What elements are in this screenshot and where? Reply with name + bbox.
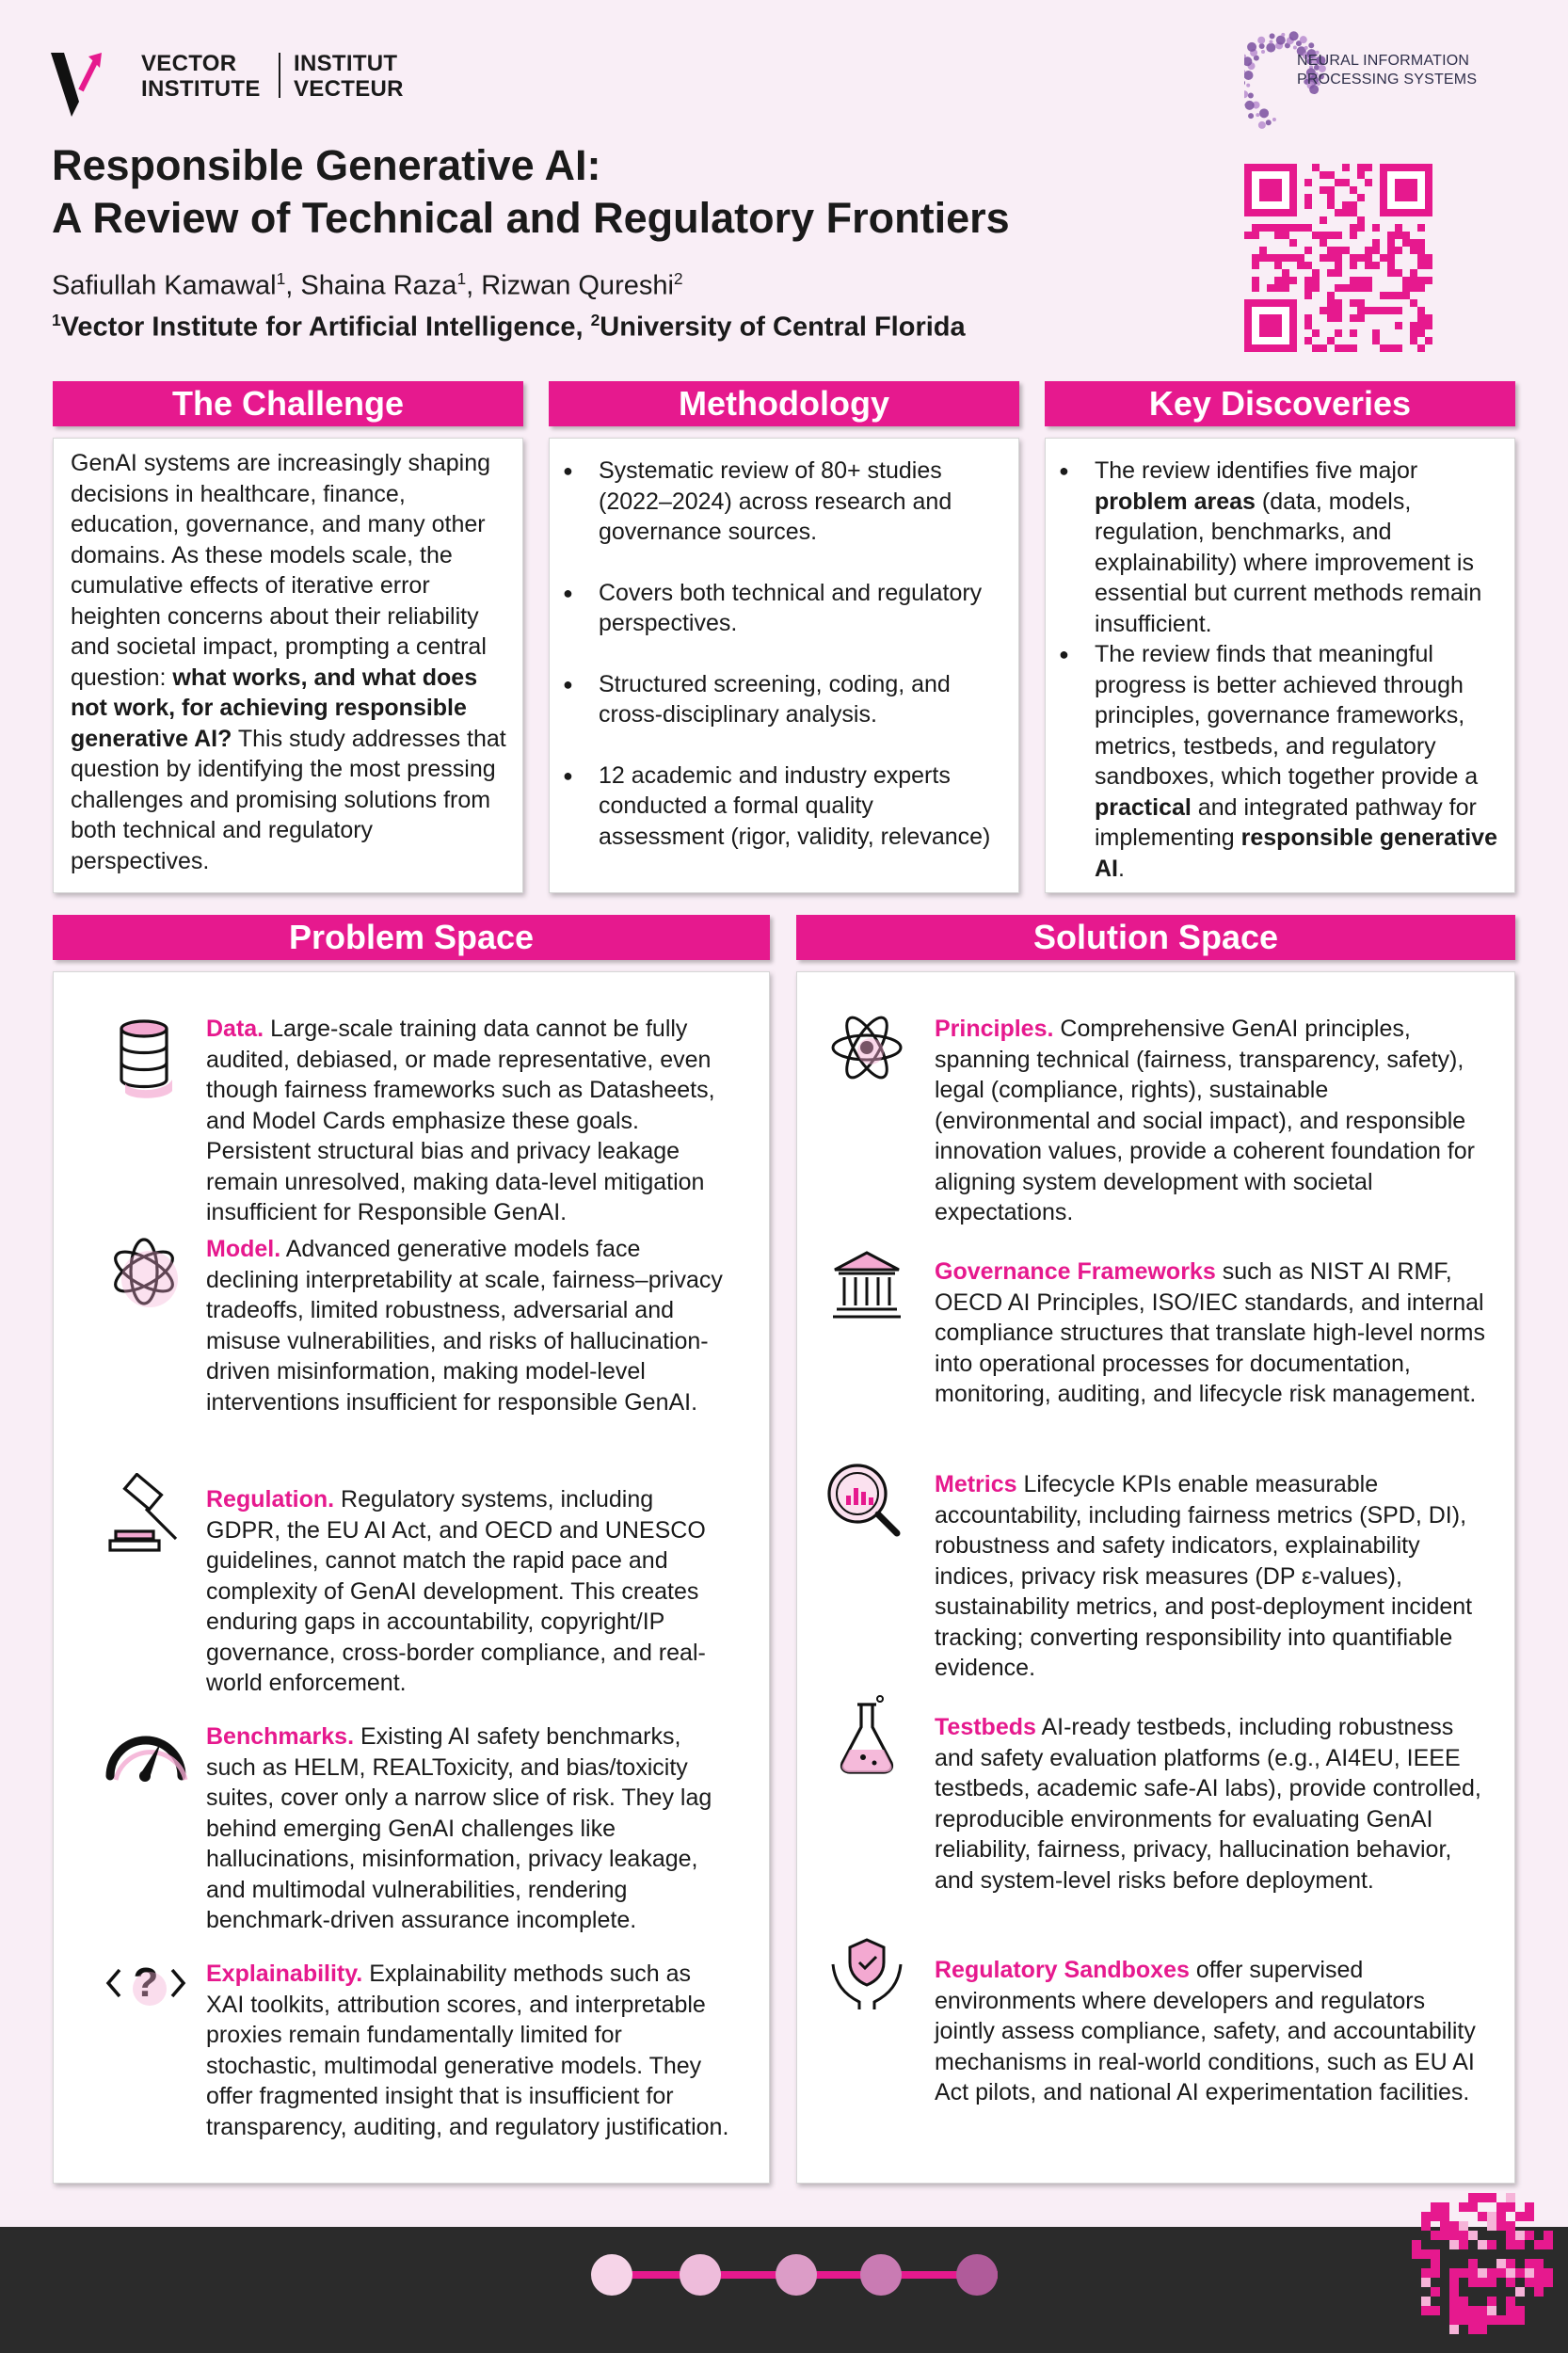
problem-text: Regulation. Regulatory systems, including GDPR, the EU AI Act, and OECD and UNESCO guidelines, cannot match the rapid pace and complexity of GenAI development. This creates enduring gaps in accountability, copyright/IP governance, cross-border compliance, and real-world enforcement. — [206, 1486, 706, 1696]
challenge-card — [53, 438, 523, 893]
solution-text: Governance Frameworks such as NIST AI RMF, OECD AI Principles, ISO/IEC standards, and internal compliance structures that translate high-level norms into operational processes for documentation, monitoring, auditing, and lifecycle risk management. — [935, 1258, 1485, 1407]
shield-hands-icon — [825, 1927, 912, 2013]
discoveries-heading: Key Discoveries — [1045, 381, 1515, 426]
solution-text: Metrics Lifecycle KPIs enable measurable accountability, including fairness metrics (SPD, DI), robustness and safety indicators, explainability indices, privacy risk measures (DP ε-values), sustainability metrics, and post-deployment incident tracking; converting responsibility into quantifiable evidence. — [935, 1471, 1473, 1681]
gavel-icon — [103, 1473, 189, 1560]
problem-text: Model. Advanced generative models face declining interpretability at scale, fairness–privacy tradeoffs, limited robustness, adversarial and misuse vulnerabilities, and risks of hallucination-driven misinformation, making model-level interventions insufficient for responsible GenAI. — [206, 1236, 723, 1416]
problem-space-heading: Problem Space — [53, 915, 770, 960]
methodology-card — [549, 438, 1019, 893]
problem-text: Explainability. Explainability methods such as XAI toolkits, attribution scores, and interpretable proxies remain fundamentally limited for stochastic, multimodal generative models. They offer fragmented insight that is insufficient for transparency, auditing, and regulatory justification. — [206, 1961, 729, 2140]
methodology-bullet: ● Covers both technical and regulatory perspectives. — [550, 578, 1003, 639]
footer-dot — [680, 2254, 721, 2296]
footer-dot — [776, 2254, 817, 2296]
solution-space-card — [796, 971, 1515, 2184]
problem-text: Data. Large-scale training data cannot be fully audited, debiased, or made representative, even though fairness frameworks such as Datasheets, and Model Cards emphasize these goals. Persistent structural bias and privacy leakage remain unresolved, making data-level mitigation insufficient for Responsible GenAI. — [206, 1016, 715, 1225]
solution-text: Testbeds AI-ready testbeds, including robustness and safety evaluation platforms (e.g., AI4EU, IEEE testbeds, academic safe-AI labs), provide controlled, reproducible environments for evaluating GenAI reliability, fairness, privacy, hallucination behavior, and system-level risks before deployment. — [935, 1714, 1481, 1894]
solution-space-heading: Solution Space — [796, 915, 1515, 960]
model-knot-icon — [103, 1230, 189, 1317]
challenge-heading: The Challenge — [53, 381, 523, 426]
footer-dot — [956, 2254, 998, 2296]
question-code-icon — [103, 1942, 189, 2028]
vector-logo-mark — [49, 49, 105, 119]
magnifier-chart-icon — [820, 1456, 906, 1543]
affiliations: $^1$Vector Institute for Artificial Intelligence, $^2$University of Central Florida — [52, 311, 966, 343]
svg-text:?: ? — [133, 1960, 159, 2006]
footer-dot — [860, 2254, 902, 2296]
methodology-heading: Methodology — [549, 381, 1019, 426]
methodology-bullet: ● 12 academic and industry experts conducted a formal quality assessment (rigor, validity, relevance) — [550, 760, 1003, 853]
problem-space-card — [53, 971, 770, 2184]
vector-logo-en: VECTOR INSTITUTE — [141, 51, 261, 102]
vector-logo-fr: INSTITUT VECTEUR — [294, 51, 404, 102]
challenge-text: GenAI systems are increasingly shaping decisions in healthcare, finance, education, governance, and many other domains. As these models scale, the cumulative effects of iterative error heighten concerns about their reliability and societal impact, prompting a central question: what works, and what does not work, for achieving responsible generative AI? This study addresses that question by identifying the most pressing challenges and promising solutions from both technical and regulatory perspectives. — [71, 450, 506, 874]
atom-icon — [825, 1006, 912, 1093]
database-icon — [103, 1014, 189, 1100]
methodology-bullet: ● Structured screening, coding, and cross-disciplinary analysis. — [550, 669, 1003, 730]
solution-text: Principles. Comprehensive GenAI principles, spanning technical (fairness, transparency, safety), legal (compliance, rights), sustainable (environmental and social impact), and responsible innovation values, provide a coherent foundation for aligning system development with societal expectations. — [935, 1016, 1475, 1225]
authors: Safiullah Kamawal$^1$, Shaina Raza$^1$, Rizwan Qureshi$^2$ — [52, 269, 683, 301]
discoveries-bullet: ● The review identifies five major problem areas (data, models, regulation, benchmarks, and explainability) where improvement is essential but current methods remain insufficient. — [1046, 456, 1501, 639]
poster-title: Responsible Generative AI: A Review of Technical and Regulatory Frontiers — [52, 141, 1010, 242]
pixel-decoration — [1412, 2174, 1568, 2353]
gauge-icon — [103, 1714, 189, 1801]
neurips-logo-text: NEURAL INFORMATION PROCESSING SYSTEMS — [1297, 53, 1478, 88]
solution-text: Regulatory Sandboxes offer supervised environments where developers and regulators jointly assess compliance, safety, and accountability mechanisms in real-world conditions, such as EU AI Act pilots, and national AI experimentation facilities. — [935, 1957, 1476, 2105]
discoveries-bullet: ● The review finds that meaningful progress is better achieved through principles, governance frameworks, metrics, testbeds, and regulatory sandboxes, which together provide a practical and integrated pathway for implementing responsible generative AI. — [1046, 639, 1501, 884]
footer-dot — [591, 2254, 632, 2296]
flask-icon — [825, 1693, 912, 1780]
logo-divider — [279, 53, 280, 98]
methodology-bullet: ● Systematic review of 80+ studies (2022–2024) across research and governance sources. — [550, 456, 1003, 548]
qr-code[interactable] — [1244, 164, 1432, 352]
problem-text: Benchmarks. Existing AI safety benchmarks, such as HELM, REALToxicity, and bias/toxicity suites, cover only a narrow slice of risk. They lag behind emerging GenAI challenges like hallucinations, misinformation, privacy leakage, and multimodal vulnerabilities, rendering benchmark-driven assurance incomplete. — [206, 1723, 712, 1933]
discoveries-card — [1045, 438, 1515, 893]
institution-icon — [825, 1243, 912, 1330]
